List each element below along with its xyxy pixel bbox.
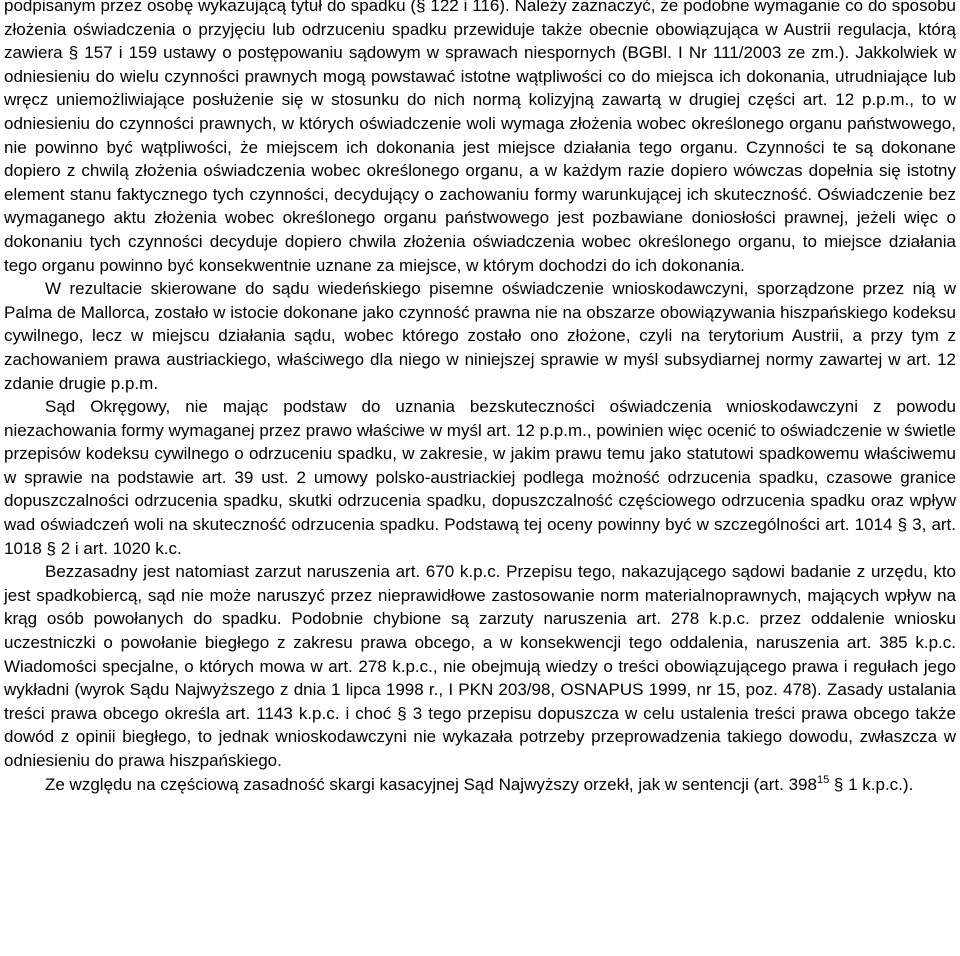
paragraph-text: W rezultacie skierowane do sądu wiedeńskiego pisemne oświadczenie wnioskodawczyni, sporządzone przez nią w Palma de Mallorca, zostało w istocie dokonane jako czynność prawna nie na obszarze obowiązywania hiszpańskiego kodeksu cywilnego, lecz w miejscu działania sądu, wobec którego zostało ono złożone, czyli na terytorium Austrii, a przy tym z zachowaniem prawa austriackiego, właściwego dla niego w niniejszej sprawie w myśl subsydiarnej normy zawartej w art. 12 zdanie drugie p.p.m. xyxy=(4,279,956,393)
document-page xyxy=(4,0,956,796)
paragraph xyxy=(4,0,956,277)
paragraph-text: Bezzasadny jest natomiast zarzut naruszenia art. 670 k.p.c. Przepisu tego, nakazującego sądowi badanie z urzędu, kto jest spadkobiercą, sąd nie może naruszyć przez nieprawidłowe zastosowanie norm materialnoprawnych, mających wpływ na krąg osób powołanych do spadku. Podobnie chybione są zarzuty naruszenia art. 278 k.p.c. przez oddalenie wniosku uczestniczki o powołanie biegłego z zakresu prawa obcego, a w konsekwencji tego oddalenia, naruszenia art. 385 k.p.c. Wiadomości specjalne, o których mowa w art. 278 k.p.c., nie obejmują wiedzy o treści obowiązującego prawa i regułach jego wykładni (wyrok Sądu Najwyższego z dnia 1 lipca 1998 r., I PKN 203/98, OSNAPUS 1999, nr 15, poz. 478). Zasady ustalania treści prawa obcego określa art. 1143 k.p.c. i choć § 3 tego przepisu dopuszcza w celu ustalenia treści prawa obcego także dowód z opinii biegłego, to jednak wnioskodawczyni nie wykazała potrzeby przeprowadzenia takiego dowodu, zwłaszcza w odniesieniu do prawa hiszpańskiego. xyxy=(4,562,956,770)
paragraph-text: podpisanym przez osobę wykazującą tytuł do spadku (§ 122 i 116). Należy zaznaczyć, że podobne wymaganie co do sposobu złożenia oświadczenia o przyjęciu lub odrzuceniu spadku przewiduje także obecnie obowiązująca w Austrii regulacja, którą zawiera § 157 i 159 ustawy o postępowaniu sądowym w sprawach niespornych (BGBl. I Nr 111/2003 ze zm.). Jakkolwiek w odniesieniu do wielu czynności prawnych mogą powstawać istotne wątpliwości co do miejsca ich dokonania, utrudniające lub wręcz uniemożliwiające posłużenie się w stosunku do nich normą kolizyjną zawartą w drugiej części art. 12 p.p.m., to w odniesieniu do czynności prawnych, w których oświadczenie woli wymaga złożenia wobec określonego organu państwowego, nie powinno być wątpliwości, że miejscem ich dokonania jest miejsce działania tego organu. Czynności te są dokonane dopiero z chwilą złożenia oświadczenia wobec określonego organu, a w każdym razie dopiero wówczas dopełnia się istotny element stanu faktycznego tych czynności, decydujący o zachowaniu formy warunkującej ich skuteczność. Oświadczenie bez wymaganego aktu złożenia wobec określonego organu państwowego jest pozbawiane doniosłości prawnej, jeżeli więc o dokonaniu tych czynności decyduje dopiero chwila złożenia oświadczenia wobec określonego organu, to miejsce działania tego organu powinno być konsekwentnie uznane za miejsce, w którym dochodzi do ich dokonania. xyxy=(4,0,956,275)
paragraph xyxy=(4,395,956,560)
superscript-number: 15 xyxy=(816,773,830,786)
paragraph-text: § 1 k.p.c.). xyxy=(829,774,914,794)
paragraph-text: Ze względu na częściową zasadność skargi kasacyjnej Sąd Najwyższy orzekł, jak w sentencji (art. 398 xyxy=(45,774,817,794)
paragraph xyxy=(4,560,956,772)
paragraph-text: Sąd Okręgowy, nie mając podstaw do uznania bezskuteczności oświadczenia wnioskodawczyni z powodu niezachowania formy wymaganej przez prawo właściwe w myśl art. 12 p.p.m., powinien więc ocenić to oświadczenie w świetle przepisów kodeksu cywilnego o odrzuceniu spadku, w zakresie, w jakim prawu temu jako statutowi spadkowemu właściwemu w sprawie na podstawie art. 39 ust. 2 umowy polsko-austriackiej podlega możność odrzucenia spadku, czasowe granice dopuszczalności odrzucenia spadku, skutki odrzucenia spadku, dopuszczalność częściowego odrzucenia spadku oraz wpływ wad oświadczeń woli na skuteczność odrzucenia spadku. Podstawą tej oceny powinny być w szczególności art. 1014 § 3, art. 1018 § 2 i art. 1020 k.c. xyxy=(4,397,956,558)
paragraph xyxy=(4,277,956,395)
paragraph xyxy=(4,773,956,797)
